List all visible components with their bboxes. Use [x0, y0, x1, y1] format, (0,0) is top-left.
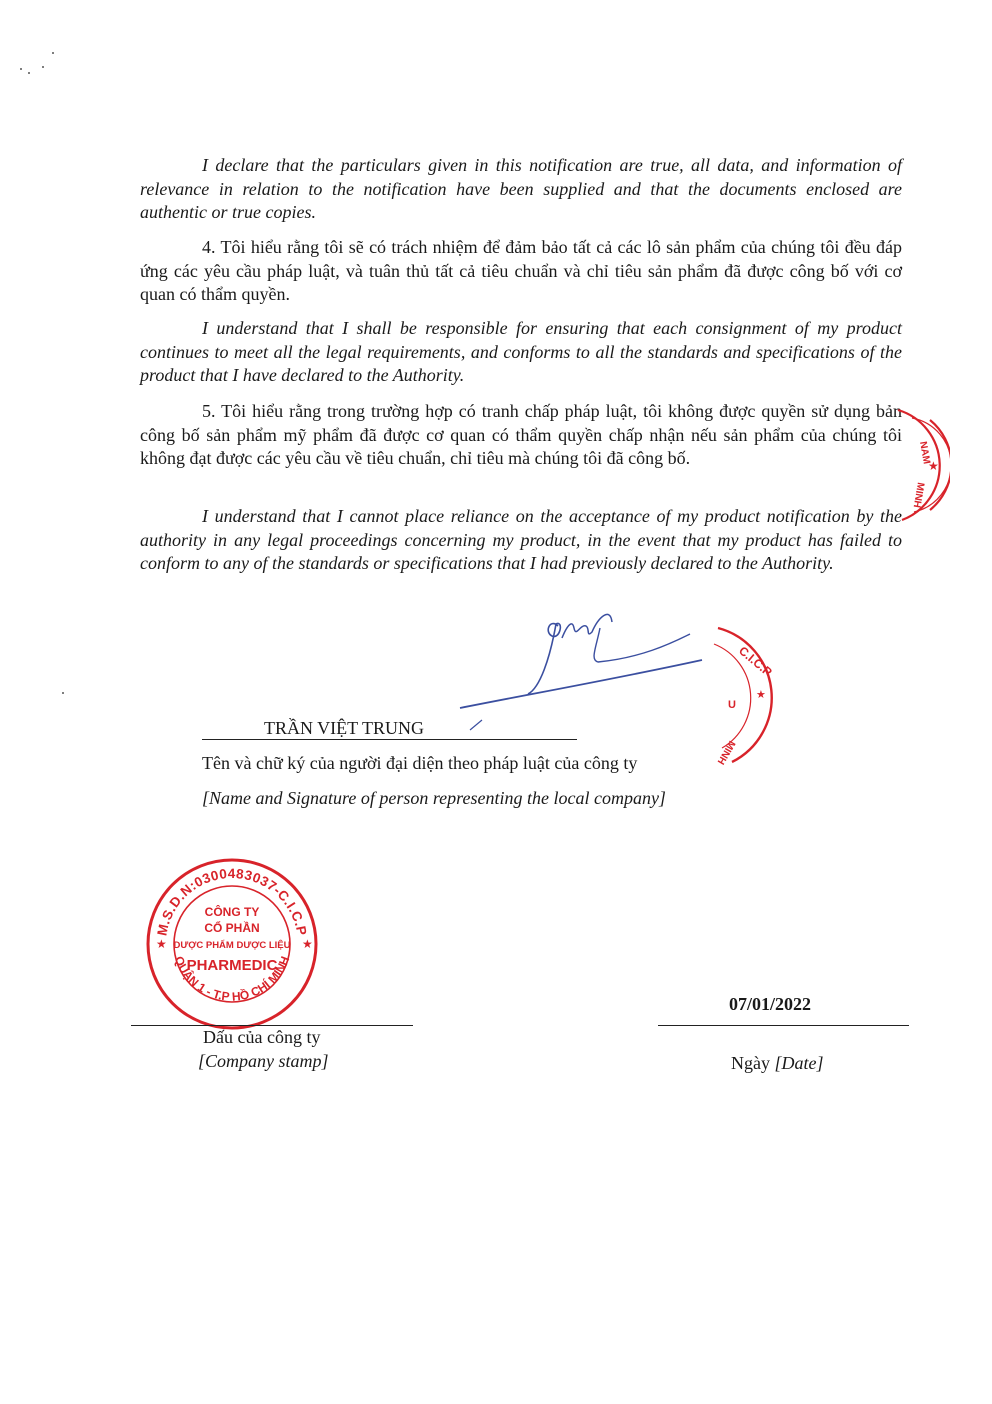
svg-text:★: ★: [156, 937, 167, 951]
clause-4-vi: 4. Tôi hiểu rằng tôi sẽ có trách nhiệm để đảm bảo tất cả các lô sản phẩm của chúng tôi đều đáp ứng các yêu cầu pháp luật, và tuân thủ tất cả tiêu chuẩn và chỉ tiêu sản phẩm đã được công bố với cơ quan có thẩm quyền.: [140, 237, 902, 304]
date-label-vi: Ngày: [731, 1053, 770, 1073]
clause-5-vi: 5. Tôi hiểu rằng trong trường hợp có tranh chấp pháp luật, tôi không được quyền sử dụng bản công bố sản phẩm mỹ phẩm đã được cơ quan có thẩm quyền chấp nhận nếu sản phẩm của chúng tôi không đạt được các yêu cầu về tiêu chuẩn, chỉ tiêu mà chúng tôi đã công bố.: [140, 401, 902, 468]
svg-text:U: U: [728, 699, 736, 711]
scan-speck: [62, 692, 64, 694]
svg-text:MINH: MINH: [910, 481, 926, 509]
svg-text:CÔNG TY: CÔNG TY: [204, 905, 260, 919]
scan-speck: [52, 52, 54, 54]
svg-text:★: ★: [756, 688, 766, 701]
svg-text:★: ★: [302, 937, 313, 951]
svg-text:QUẬN 1 - T.P HỒ CHÍ MINH: QUẬN 1 - T.P HỒ CHÍ MINH: [171, 954, 293, 1004]
signature-seal-partial: [708, 622, 778, 772]
svg-text:★: ★: [928, 459, 939, 473]
svg-text:NAM: NAM: [917, 440, 932, 465]
svg-text:DƯỢC PHẨM DƯỢC LIỆU: DƯỢC PHẨM DƯỢC LIỆU: [173, 940, 291, 951]
edge-seal-partial: [890, 400, 950, 530]
clause-4-en: I understand that I shall be responsible for ensuring that each consignment of my product continues to meet all the legal requirements, and conforms to all the standards and specifications of the product that I have declared to the Authority.: [140, 318, 902, 385]
date-line: [658, 1025, 909, 1026]
scan-speck: [42, 66, 44, 68]
handwritten-signature: [440, 598, 710, 738]
svg-text:CỔ PHẦN: CỔ PHẦN: [204, 921, 260, 935]
svg-text:MINH: MINH: [714, 738, 737, 767]
clause-5-en: I understand that I cannot place reliance on the acceptance of my product notification by the authority in any legal proceedings concerning my product, in the event that my product has failed to conform to any of the standards or specifications that I had previously declared to the Authority.: [140, 506, 902, 573]
date-label-en: [Date]: [774, 1053, 824, 1073]
date-value: 07/01/2022: [729, 994, 812, 1014]
representative-name: TRẦN VIỆT TRUNG: [264, 718, 425, 738]
stamp-line: [131, 1025, 413, 1026]
signature-line: [202, 739, 577, 740]
svg-text:PHARMEDIC: PHARMEDIC: [186, 957, 278, 974]
stamp-caption-vi: Dấu của công ty: [203, 1027, 321, 1047]
date-label: [731, 1053, 824, 1074]
scan-speck: [28, 72, 30, 74]
scan-speck: [20, 68, 22, 70]
declaration-paragraph-en: I declare that the particulars given in this notification are true, all data, and information of relevance in relation to the notification have been supplied and that the documents enclosed are authentic or true copies.: [140, 155, 902, 222]
stamp-caption-en: [Company stamp]: [198, 1051, 329, 1071]
signature-caption-vi: Tên và chữ ký của người đại diện theo pháp luật của công ty: [202, 753, 638, 773]
svg-text:C.I.C.P: C.I.C.P: [736, 643, 775, 680]
svg-text:M.S.D.N:0300483037-C.I.C.P: M.S.D.N:0300483037-C.I.C.P: [154, 865, 310, 937]
signature-caption-en: [Name and Signature of person representing the local company]: [202, 788, 666, 808]
company-stamp: [144, 856, 320, 1032]
